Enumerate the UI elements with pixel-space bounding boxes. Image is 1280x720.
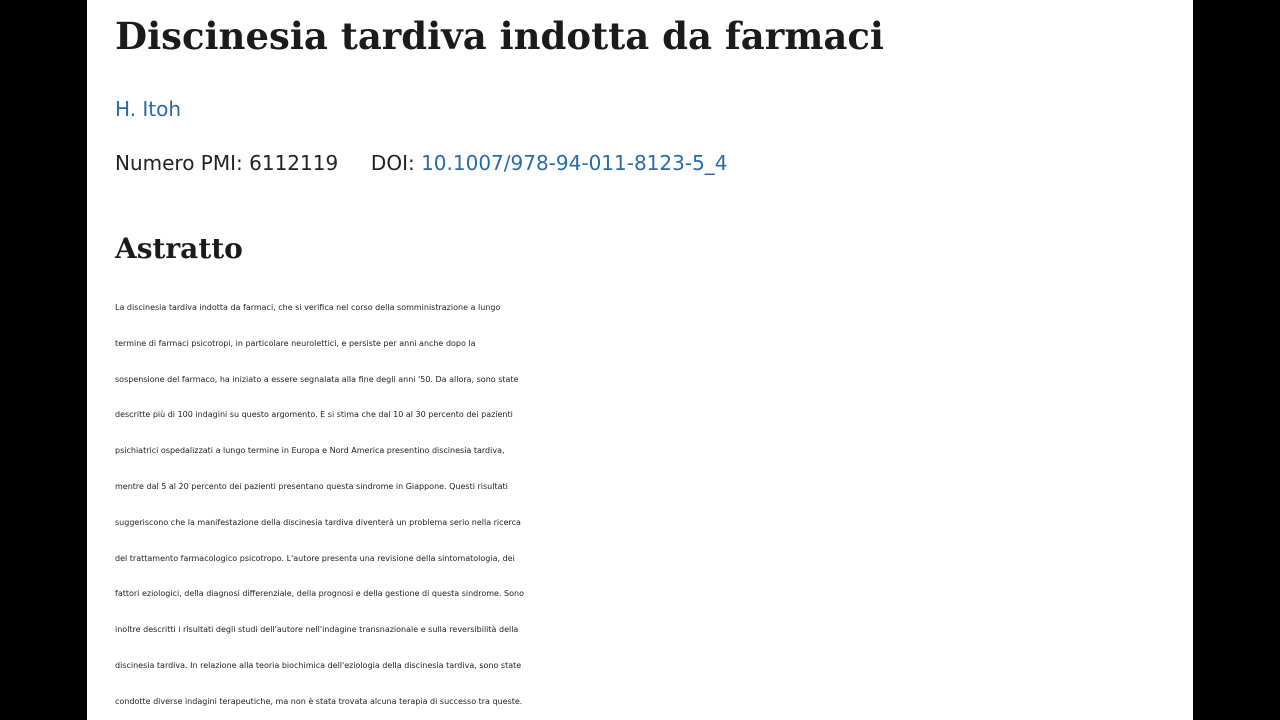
pmid-value: 6112119 xyxy=(249,151,339,175)
abstract-line: inoltre descritti i risultati degli studi dell'autore nell'indagine transnazionale e sulla reversibilità della xyxy=(115,625,519,635)
article-title: Discinesia tardiva indotta da farmaci xyxy=(115,14,884,58)
doi-label: DOI: xyxy=(370,151,415,175)
abstract-line: suggeriscono che la manifestazione della discinesia tardiva diventerà un problema serio nella ricerca xyxy=(115,517,521,527)
doi-link[interactable]: 10.1007/978-94-011-8123-5_4 xyxy=(421,151,728,175)
article-page xyxy=(87,0,1193,720)
abstract-line: psichiatrici ospedalizzati a lungo termine in Europa e Nord America presentino discinesia tardiva, xyxy=(115,446,505,456)
author-link[interactable]: H. Itoh xyxy=(115,97,182,121)
abstract-line: termine di farmaci psicotropi, in particolare neurolettici, e persiste per anni anche dopo la xyxy=(115,338,476,348)
abstract-line: La discinesia tardiva indotta da farmaci, che si verifica nel corso della somministrazione a lungo xyxy=(115,303,501,312)
abstract-line: descritte più di 100 indagini su questo argomento. E si stima che dal 10 al 30 percento dei pazienti xyxy=(115,410,513,420)
abstract-line: fattori eziologici, della diagnosi differenziale, della prognosi e della gestione di questa sindrome. Sono xyxy=(115,589,524,599)
abstract-text xyxy=(115,290,1193,720)
pmid-label: Numero PMI: xyxy=(115,151,243,175)
abstract-line: sospensione del farmaco, ha iniziato a essere segnalata alla fine degli anni '50. Da allora, sono state xyxy=(115,374,519,384)
abstract-heading: Astratto xyxy=(115,232,243,265)
abstract-line: del trattamento farmacologico psicotropo. L'autore presenta una revisione della sintomatologia, dei xyxy=(115,553,515,563)
abstract-line: discinesia tardiva. In relazione alla teoria biochimica dell'eziologia della discinesia tardiva, sono state xyxy=(115,660,522,670)
abstract-line: condotte diverse indagini terapeutiche, ma non è stata trovata alcuna terapia di successo tra queste. xyxy=(115,696,523,706)
article-identifiers xyxy=(115,149,728,177)
abstract-line: mentre dal 5 al 20 percento dei pazienti presentano questa sindrome in Giappone. Questi risultati xyxy=(115,481,508,491)
